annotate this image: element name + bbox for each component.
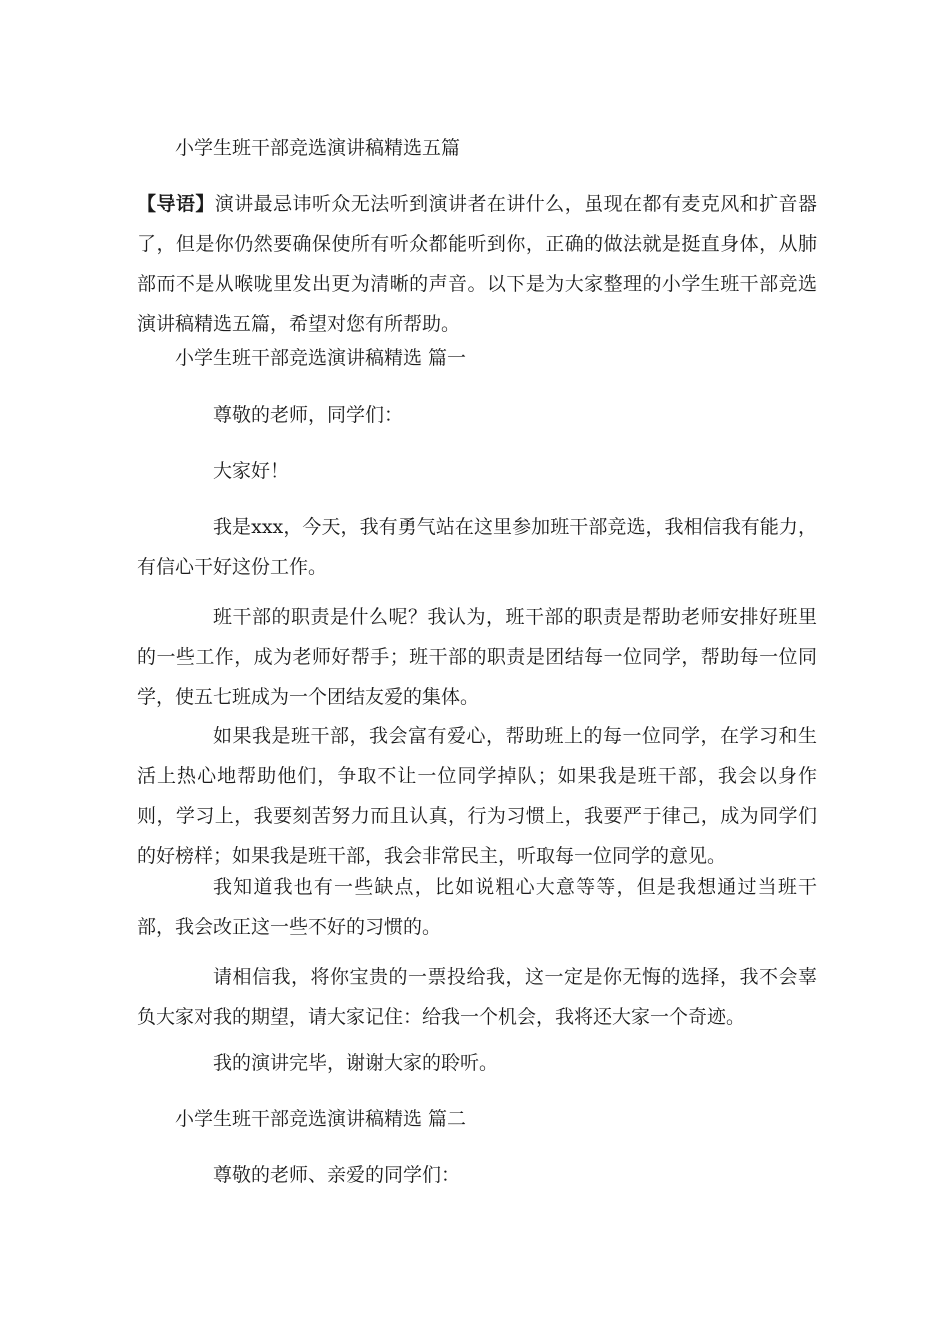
intro-paragraph (137, 184, 817, 344)
greeting-1: 大家好！ (213, 460, 290, 482)
salutation-2: 尊敬的老师、亲爱的同学们： (213, 1164, 461, 1186)
intro-text: 演讲最忌讳听众无法听到演讲者在讲什么，虽现在都有麦克风和扩音器了，但是你仍然要确保使所有听众都能听到你，正确的做法就是挺直身体，从肺部而不是从喉咙里发出更为清晰的声音。以下是为大家整理的小学生班干部竞选演讲稿精选五篇，希望对您有所帮助。 (137, 193, 817, 335)
body-paragraph: 我是xxx，今天，我有勇气站在这里参加班干部竞选，我相信我有能力，有信心干好这份工作。 (137, 516, 817, 578)
body-paragraph: 我的演讲完毕，谢谢大家的聆听。 (213, 1052, 499, 1074)
body-paragraph: 班干部的职责是什么呢？我认为，班干部的职责是帮助老师安排好班里的一些工作，成为老师好帮手；班干部的职责是团结每一位同学，帮助每一位同学，使五七班成为一个团结友爱的集体。 (137, 606, 817, 708)
intro-label: 【导语】 (137, 193, 215, 215)
body-paragraph: 如果我是班干部，我会富有爱心，帮助班上的每一位同学，在学习和生活上热心地帮助他们，争取不让一位同学掉队；如果我是班干部，我会以身作则，学习上，我要刻苦努力而且认真，行为习惯上，我要严于律己，成为同学们的好榜样；如果我是班干部，我会非常民主，听取每一位同学的意见。 (137, 725, 817, 867)
section-heading-2: 小学生班干部竞选演讲稿精选 篇二 (175, 1108, 467, 1130)
section-heading-1: 小学生班干部竞选演讲稿精选 篇一 (175, 347, 467, 369)
salutation-1: 尊敬的老师，同学们： (213, 404, 404, 426)
body-paragraph: 请相信我，将你宝贵的一票投给我，这一定是你无悔的选择，我不会辜负大家对我的期望，请大家记住：给我一个机会，我将还大家一个奇迹。 (137, 966, 817, 1028)
document-title: 小学生班干部竞选演讲稿精选五篇 (175, 137, 461, 159)
body-paragraph: 我知道我也有一些缺点，比如说粗心大意等等，但是我想通过当班干部，我会改正这一些不好的习惯的。 (137, 876, 817, 938)
